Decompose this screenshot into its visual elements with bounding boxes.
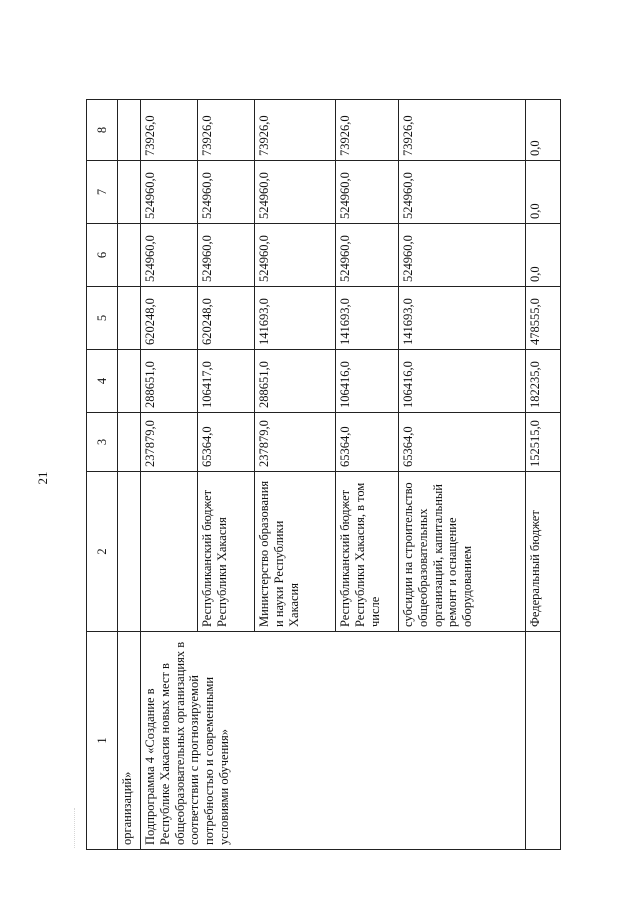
source-cell: Федеральный бюджет xyxy=(526,472,561,632)
source-cell: Республиканский бюджет Республики Хакасия xyxy=(198,472,255,632)
value-cell: 141693,0 xyxy=(399,287,526,350)
value-cell: 478555,0 xyxy=(526,287,561,350)
empty-cell xyxy=(118,472,141,632)
source-cell: субсидии на строительство общеобразовательных организаций, капитальный ремонт и оснащение оборудованием xyxy=(399,472,526,632)
continuation-cell: организаций» xyxy=(118,632,141,850)
table-row xyxy=(141,100,198,850)
source-cell: Республиканский бюджет Республики Хакасия, в том числе xyxy=(336,472,399,632)
value-cell: 0,0 xyxy=(526,161,561,224)
program-name-cell: Подпрограмма 4 «Создание в Республике Хакасия новых мест в общеобразовательных организациях в соответствии с прогнозируемой потребностью и современными условиями обучения» xyxy=(141,632,526,850)
value-cell: 620248,0 xyxy=(141,287,198,350)
value-cell: 524960,0 xyxy=(141,161,198,224)
value-cell: 73926,0 xyxy=(255,100,336,161)
empty-cell xyxy=(118,413,141,472)
value-cell: 141693,0 xyxy=(255,287,336,350)
value-cell: 73926,0 xyxy=(399,100,526,161)
empty-cell xyxy=(118,287,141,350)
col-header-5: 5 xyxy=(87,287,118,350)
value-cell: 65364,0 xyxy=(336,413,399,472)
value-cell: 237879,0 xyxy=(141,413,198,472)
value-cell: 288651,0 xyxy=(255,350,336,413)
value-cell: 524960,0 xyxy=(198,224,255,287)
value-cell: 524960,0 xyxy=(336,161,399,224)
empty-cell xyxy=(526,632,561,850)
col-header-6: 6 xyxy=(87,224,118,287)
value-cell: 0,0 xyxy=(526,224,561,287)
value-cell: 524960,0 xyxy=(198,161,255,224)
value-cell: 524960,0 xyxy=(255,161,336,224)
value-cell: 237879,0 xyxy=(255,413,336,472)
value-cell: 524960,0 xyxy=(399,161,526,224)
value-cell: 182235,0 xyxy=(526,350,561,413)
page-number: 21 xyxy=(35,471,50,485)
value-cell: 141693,0 xyxy=(336,287,399,350)
value-cell: 288651,0 xyxy=(141,350,198,413)
value-cell: 524960,0 xyxy=(141,224,198,287)
header-row xyxy=(87,100,118,850)
col-header-1: 1 xyxy=(87,632,118,850)
rotated-table-wrapper xyxy=(86,100,639,850)
value-cell: 0,0 xyxy=(526,100,561,161)
value-cell: 106416,0 xyxy=(336,350,399,413)
empty-cell xyxy=(118,350,141,413)
empty-cell xyxy=(118,161,141,224)
col-header-8: 8 xyxy=(87,100,118,161)
value-cell: 106416,0 xyxy=(399,350,526,413)
budget-table xyxy=(86,99,561,850)
value-cell: 65364,0 xyxy=(399,413,526,472)
col-header-3: 3 xyxy=(87,413,118,472)
empty-cell xyxy=(118,100,141,161)
value-cell: 73926,0 xyxy=(141,100,198,161)
continuation-row xyxy=(118,100,141,850)
value-cell: 152515,0 xyxy=(526,413,561,472)
table-row xyxy=(526,100,561,850)
source-cell xyxy=(141,472,198,632)
value-cell: 65364,0 xyxy=(198,413,255,472)
empty-cell xyxy=(118,224,141,287)
col-header-7: 7 xyxy=(87,161,118,224)
value-cell: 73926,0 xyxy=(336,100,399,161)
scan-artifact xyxy=(74,808,85,848)
value-cell: 73926,0 xyxy=(198,100,255,161)
col-header-4: 4 xyxy=(87,350,118,413)
value-cell: 106417,0 xyxy=(198,350,255,413)
col-header-2: 2 xyxy=(87,472,118,632)
value-cell: 524960,0 xyxy=(336,224,399,287)
source-cell: Министерство образования и науки Республики Хакасия xyxy=(255,472,336,632)
value-cell: 620248,0 xyxy=(198,287,255,350)
value-cell: 524960,0 xyxy=(255,224,336,287)
value-cell: 524960,0 xyxy=(399,224,526,287)
